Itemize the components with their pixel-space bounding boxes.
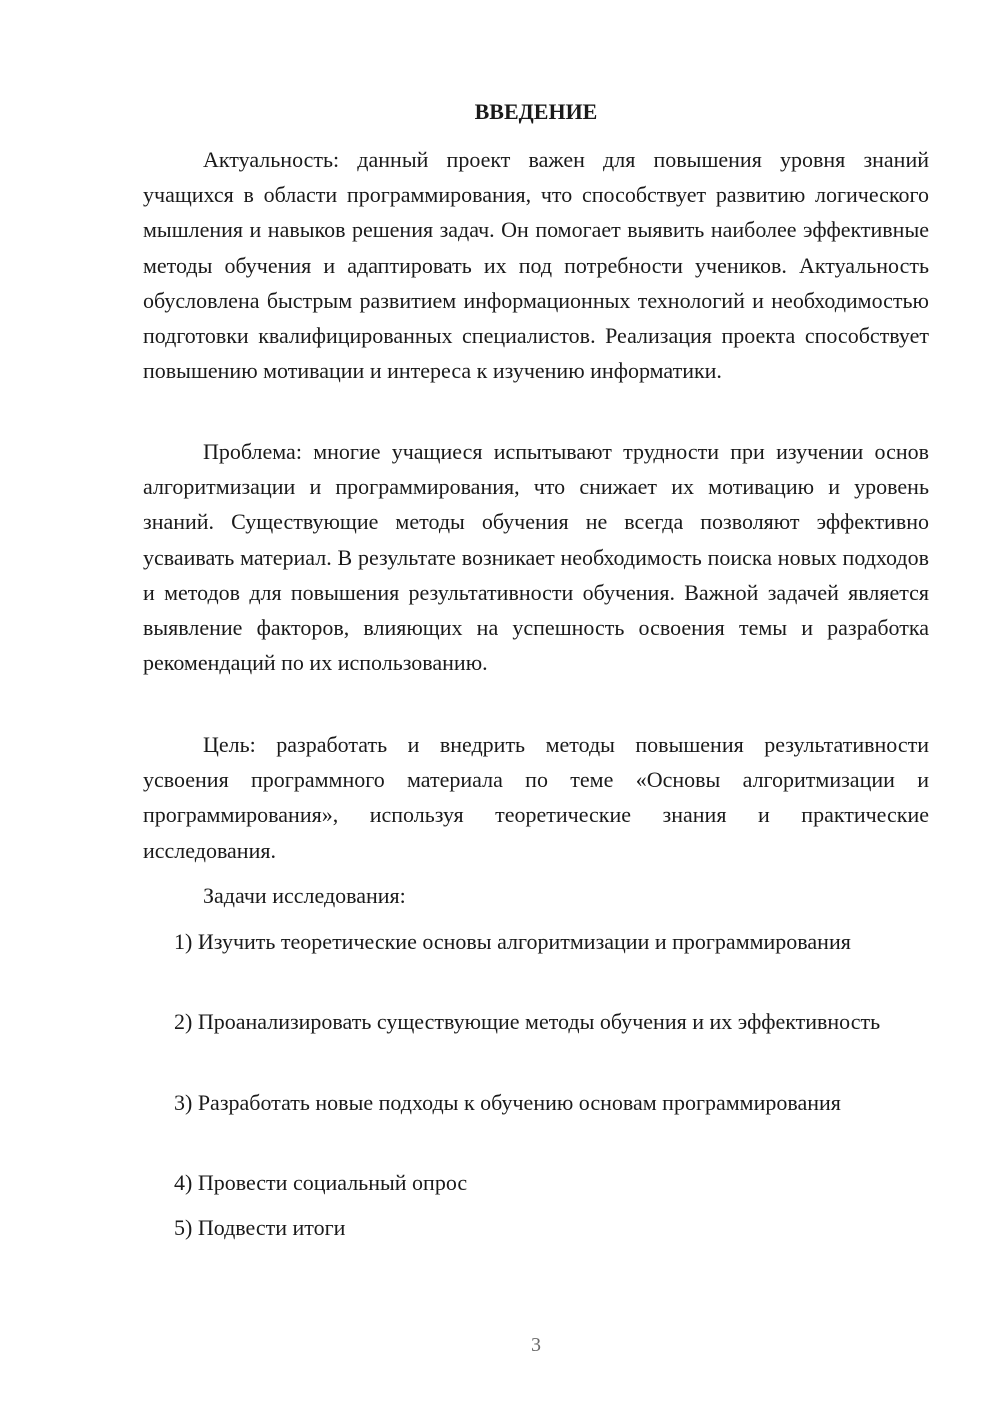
tasks-heading: Задачи исследования: — [203, 883, 406, 908]
task-item-1: 1) Изучить теоретические основы алгоритмизации и программирования — [174, 929, 851, 954]
page-number: 3 — [531, 1334, 541, 1356]
paragraph-relevance: Актуальность: данный проект важен для повышения уровня знаний учащихся в области программирования, что способствует развитию логического мышления и навыков решения задач. Он помогает выявить наиболее эффективные методы обучения и адаптировать их под потребности учеников. Актуальность обусловлена быстрым развитием информационных технологий и необходимостью подготовки квалифицированных специалистов. Реализация проекта способствует повышению мотивации и интереса к изучению информатики. — [143, 147, 929, 384]
paragraph-goal: Цель: разработать и внедрить методы повышения результативности усвоения программного материала по теме «Основы алгоритмизации и программирования», используя теоретические знания и практические исследования. — [143, 732, 929, 863]
task-item-2: 2) Проанализировать существующие методы обучения и их эффективность — [174, 1009, 881, 1034]
task-item-3: 3) Разработать новые подходы к обучению основам программирования — [174, 1090, 841, 1115]
paragraph-problem: Проблема: многие учащиеся испытывают трудности при изучении основ алгоритмизации и программирования, что снижает их мотивацию и уровень знаний. Существующие методы обучения не всегда позволяют эффективно усваивать материал. В результате возникает необходимость поиска новых подходов и методов для повышения результативности обучения. Важной задачей является выявление факторов, влияющих на успешность освоения темы и разработка рекомендаций по их использованию. — [143, 439, 929, 676]
task-item-5: 5) Подвести итоги — [174, 1215, 346, 1240]
task-item-4: 4) Провести социальный опрос — [174, 1170, 468, 1195]
page-title: ВВЕДЕНИЕ — [474, 99, 598, 124]
